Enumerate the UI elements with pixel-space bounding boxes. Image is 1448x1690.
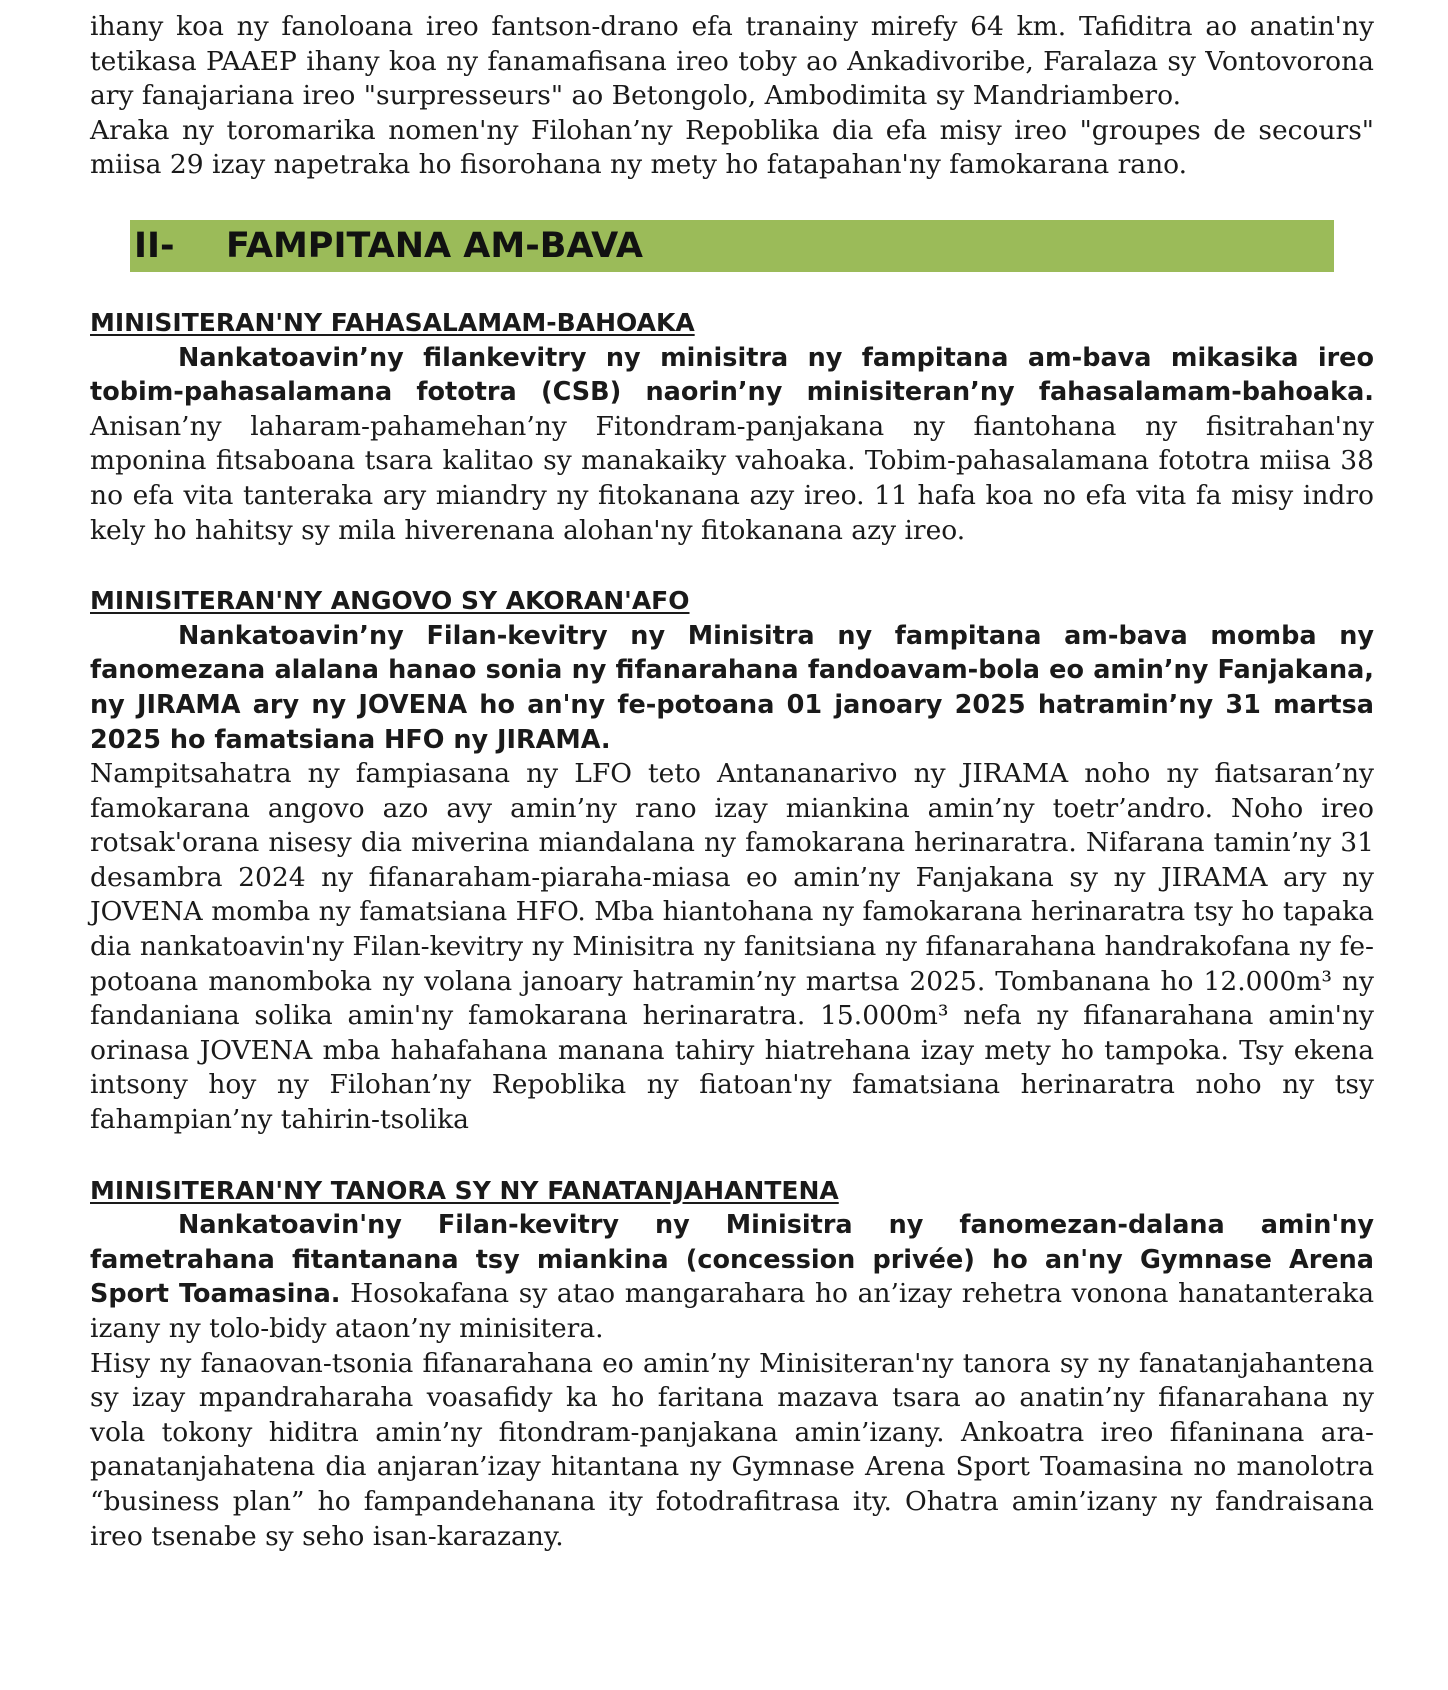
- intro-paragraph-1: ihany koa ny fanoloana ireo fantson-drano efa tranainy mirefy 64 km. Tafiditra ao anatin'ny tetikasa PAAEP ihany koa ny fanamafisana ireo toby ao Ankadivoribe, Faralaza sy Vontovorona ary fanajariana ireo "surpresseurs" ao Betongolo, Ambodimita sy Mandriambero.: [90, 11, 1374, 112]
- lead-bold-text: Nankatoavin’ny Filan-kevitry ny Minisitra ny fampitana am-bava momba ny fanomezana alalana hanao sonia ny fifanarahana fandoavam-bola eo amin’ny Fanjakana, ny JIRAMA ary ny JOVENA ho an'ny fe-potoana 01 janoary 2025 hatramin’ny 31 martsa 2025 ho famatsiana HFO ny JIRAMA.: [90, 620, 1374, 755]
- ministry-lead-paragraph: [90, 619, 1374, 757]
- section-title: FAMPITANA AM-BAVA: [226, 225, 643, 266]
- document-page: [90, 10, 1374, 1554]
- lead-bold-text: Nankatoavin’ny filankevitry ny minisitra ny fampitana am-bava mikasika ireo tobim-pahasalamana fototra (CSB) naorin’ny minisiteran’ny fahasalamam-bahoaka.: [90, 342, 1374, 408]
- section-number: II-: [134, 225, 175, 266]
- ministry-body-paragraph: Nampitsahatra ny fampiasana ny LFO teto Antananarivo ny JIRAMA noho ny fiatsaran’ny famokarana angovo azo avy amin’ny rano izay miankina amin’ny toetr’andro. Noho ireo rotsak'orana nisesy dia miverina miandalana ny famokarana herinaratra. Nifarana tamin’ny 31 desambra 2024 ny fifanaraham-piaraha-miasa eo amin’ny Fanjakana sy ny JIRAMA ary ny JOVENA momba ny famatsiana HFO. Mba hiantohana ny famokarana herinaratra tsy ho tapaka dia nankatoavin'ny Filan-kevitry ny Minisitra ny fanitsiana ny fifanarahana handrakofana ny fe-potoana manomboka ny volana janoary hatramin’ny martsa 2025. Tombanana ho 12.000m³ ny fandaniana solika amin'ny famokarana herinaratra. 15.000m³ nefa ny fifanarahana amin'ny orinasa JOVENA mba hahafahana manana tahiry hiatrehana izay mety ho tampoka. Tsy ekena intsony hoy ny Filohan’ny Repoblika ny fiatoan'ny famatsiana herinaratra noho ny tsy fahampian’ny tahirin-tsolika: [90, 758, 1374, 1136]
- section-banner: [130, 220, 1334, 272]
- ministry-section-energy: [90, 584, 1374, 1138]
- ministry-section-health: [90, 306, 1374, 548]
- ministry-heading: MINISITERAN'NY FAHASALAMAM-BAHOAKA: [90, 307, 695, 337]
- lead-body-text: Anisan’ny laharam-pahamehan’ny Fitondram-panjakana ny fiantohana ny fisitrahan'ny mponina fitsaboana tsara kalitao sy manakaiky vahoaka. Tobim-pahasalamana fototra miisa 38 no efa vita tanteraka ary miandry ny fitokanana azy ireo. 11 hafa koa no efa vita fa misy indro kely ho hahitsy sy mila hiverenana alohan'ny fitokanana azy ireo.: [90, 410, 1374, 546]
- lead-body-text: Hosokafana sy atao mangarahara ho an’izay rehetra vonona hanatanteraka izany ny tolo-bidy ataon’ny minisitera.: [90, 1278, 1374, 1344]
- ministry-heading: MINISITERAN'NY TANORA SY NY FANATANJAHANTENA: [90, 1175, 839, 1205]
- ministry-body-paragraph: Hisy ny fanaovan-tsonia fifanarahana eo amin’ny Minisiteran'ny tanora sy ny fanatanjahantena sy izay mpandraharaha voasafidy ka ho faritana mazava tsara ao anatin’ny fifanarahana ny vola tokony hiditra amin’ny fitondram-panjakana amin’izany. Ankoatra ireo fifaninana ara-panatanjahatena dia anjaran’izay hitantana ny Gymnase Arena Sport Toamasina no manolotra “business plan” ho fampandehanana ity fotodrafitrasa ity. Ohatra amin’izany ny fandraisana ireo tsenabe sy seho isan-karazany.: [90, 1347, 1374, 1552]
- ministry-heading: MINISITERAN'NY ANGOVO SY AKORAN'AFO: [90, 586, 690, 616]
- intro-paragraph-2: Araka ny toromarika nomen'ny Filohan’ny Repoblika dia efa misy ireo "groupes de secours" miisa 29 izay napetraka ho fisorohana ny mety ho fatapahan'ny famokarana rano.: [90, 114, 1374, 181]
- ministry-lead-paragraph: [90, 1208, 1374, 1346]
- ministry-lead-paragraph: [90, 341, 1374, 549]
- ministry-section-youth-sports: [90, 1174, 1374, 1555]
- lead-bold-text: Nankatoavin'ny Filan-kevitry ny Minisitra ny fanomezan-dalana amin'ny fametrahana fitantanana tsy miankina (concession privée) ho an'ny Gymnase Arena Sport Toamasina.: [90, 1210, 1374, 1310]
